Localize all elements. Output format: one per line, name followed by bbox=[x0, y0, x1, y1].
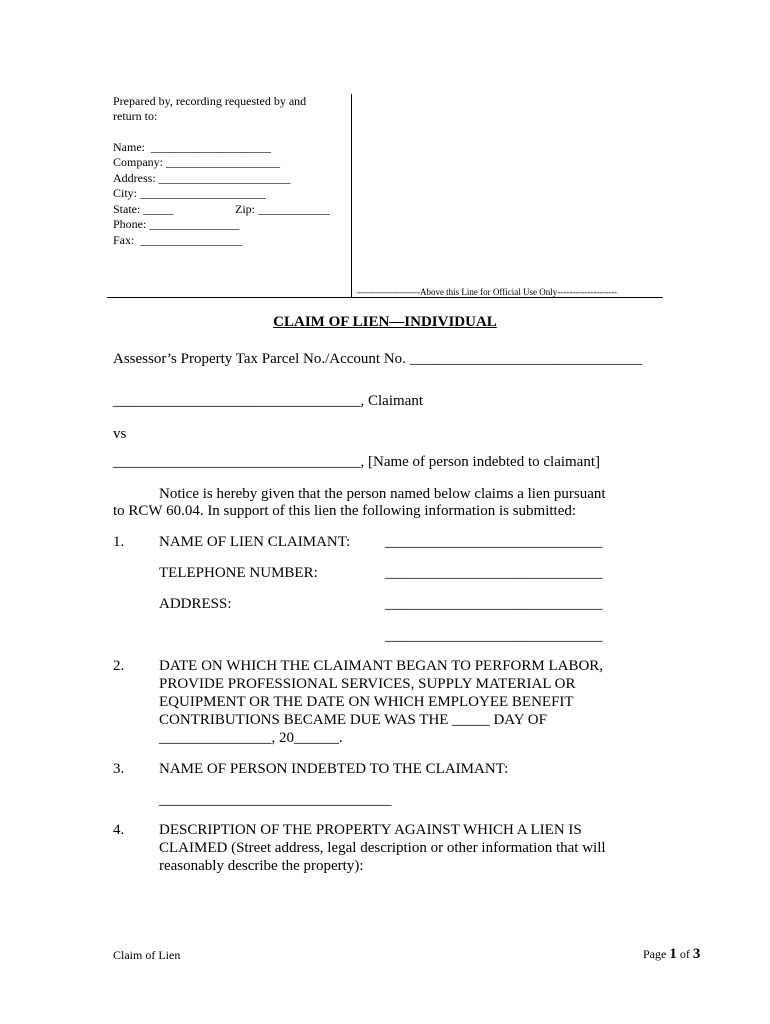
company-field[interactable]: Company: ___________________ bbox=[113, 155, 280, 169]
item-2-date-field[interactable]: _______________, 20______. bbox=[159, 730, 343, 746]
vertical-divider bbox=[351, 94, 352, 298]
item-2-line: PROVIDE PROFESSIONAL SERVICES, SUPPLY MATERIAL OR bbox=[159, 676, 576, 692]
vs-label: vs bbox=[113, 426, 127, 442]
claimant-line[interactable]: _________________________________, Claimant bbox=[113, 393, 423, 409]
prepared-by-label: Prepared by, recording requested by and bbox=[113, 94, 307, 108]
telephone-number-field[interactable]: _____________________________ bbox=[385, 565, 603, 581]
fax-field[interactable]: Fax: _________________ bbox=[113, 233, 243, 247]
item-4-number: 4. bbox=[113, 822, 125, 838]
footer-title: Claim of Lien bbox=[113, 948, 181, 962]
item-2-line[interactable]: CONTRIBUTIONS BECAME DUE WAS THE _____ DAY OF bbox=[159, 712, 547, 728]
notice-line-1: Notice is hereby given that the person named below claims a lien pursuant bbox=[159, 486, 606, 502]
zip-field[interactable]: Zip: ____________ bbox=[235, 202, 330, 216]
lien-claimant-name-field[interactable]: _____________________________ bbox=[385, 534, 603, 550]
indebted-person-field[interactable]: _______________________________ bbox=[159, 792, 392, 808]
state-field[interactable]: State: _____ bbox=[113, 202, 174, 216]
telephone-number-label: TELEPHONE NUMBER: bbox=[159, 565, 318, 581]
city-field[interactable]: City: _____________________ bbox=[113, 186, 267, 200]
item-3-number: 3. bbox=[113, 761, 125, 777]
page-word: Page bbox=[643, 947, 670, 961]
indebted-person-line[interactable]: _________________________________, [Name of person indebted to claimant] bbox=[113, 454, 601, 470]
item-2-number: 2. bbox=[113, 658, 125, 674]
address-field-line-2[interactable]: _____________________________ bbox=[385, 628, 603, 644]
address-field[interactable]: Address: ______________________ bbox=[113, 171, 291, 185]
item-2-line: DATE ON WHICH THE CLAIMANT BEGAN TO PERFORM LABOR, bbox=[159, 658, 604, 674]
item-4-line: CLAIMED (Street address, legal description or other information that will bbox=[159, 840, 606, 856]
item-1-number: 1. bbox=[113, 534, 125, 550]
indebted-person-label: NAME OF PERSON INDEBTED TO THE CLAIMANT: bbox=[159, 761, 509, 777]
lien-claimant-name-label: NAME OF LIEN CLAIMANT: bbox=[159, 534, 351, 550]
name-field[interactable]: Name: ____________________ bbox=[113, 140, 271, 154]
page-number: 1 bbox=[669, 946, 677, 962]
of-word: of bbox=[676, 947, 693, 961]
page-indicator bbox=[643, 946, 700, 963]
horizontal-divider bbox=[107, 297, 663, 298]
address-label: ADDRESS: bbox=[159, 596, 232, 612]
document-title: CLAIM OF LIEN—INDIVIDUAL bbox=[273, 314, 497, 330]
page-total: 3 bbox=[692, 946, 701, 962]
item-4-line: reasonably describe the property): bbox=[159, 858, 364, 874]
notice-line-2: to RCW 60.04. In support of this lien the following information is submitted: bbox=[113, 503, 577, 519]
phone-field[interactable]: Phone: _______________ bbox=[113, 217, 240, 231]
item-2-line: EQUIPMENT OR THE DATE ON WHICH EMPLOYEE BENEFIT bbox=[159, 694, 574, 710]
parcel-number-line[interactable]: Assessor’s Property Tax Parcel No./Account No. _______________________________ bbox=[113, 351, 643, 367]
return-to-label: return to: bbox=[113, 109, 158, 123]
item-4-line: DESCRIPTION OF THE PROPERTY AGAINST WHICH A LIEN IS bbox=[159, 822, 582, 838]
address-field-line-1[interactable]: _____________________________ bbox=[385, 596, 603, 612]
official-use-note: ---------------------Above this Line for Official Use Only-------------------- bbox=[357, 287, 618, 297]
